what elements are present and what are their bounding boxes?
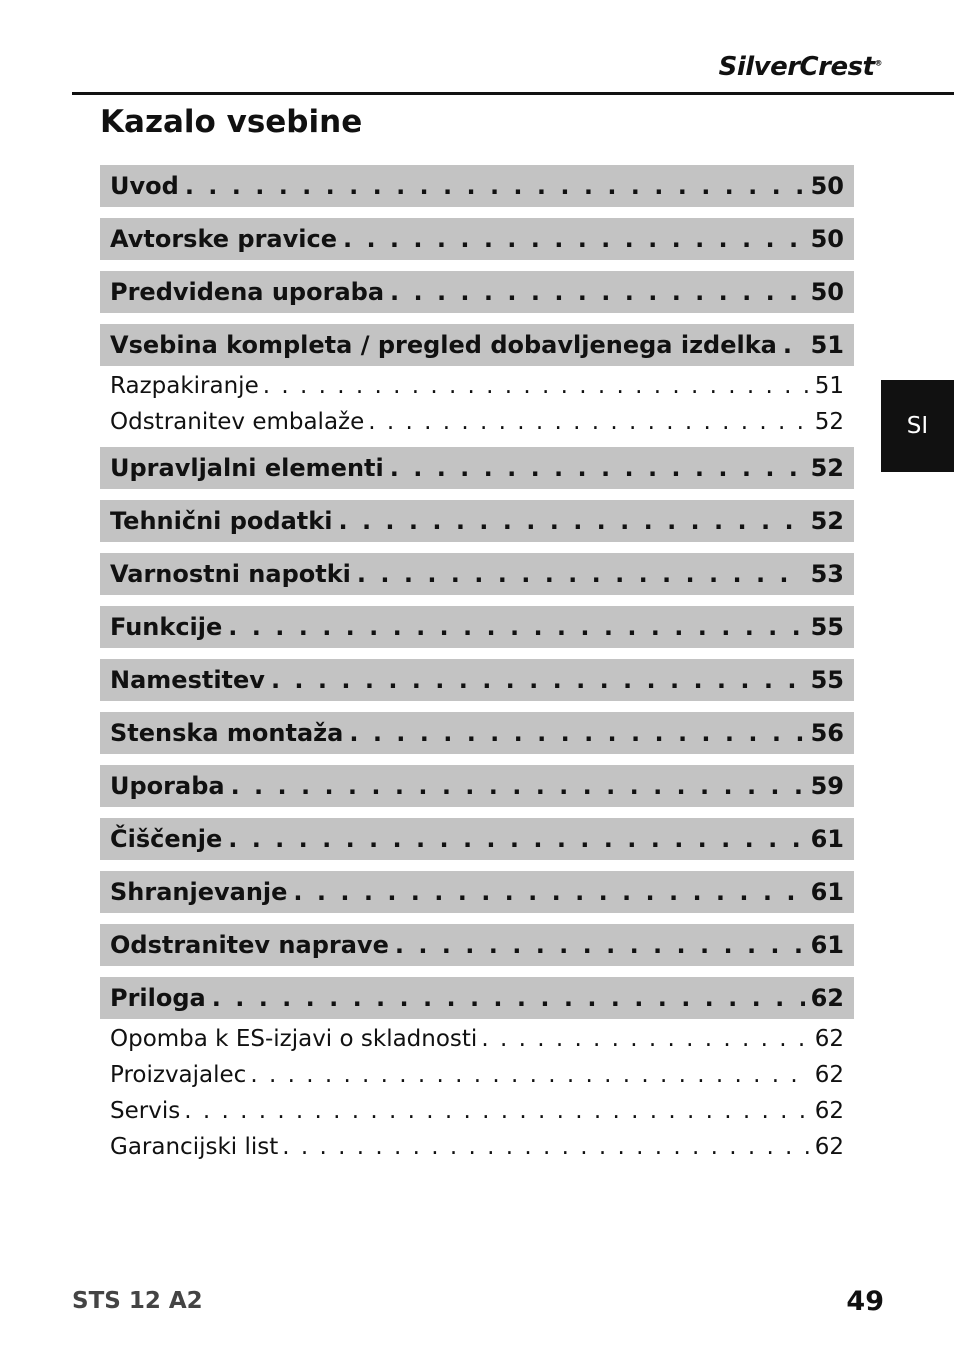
toc-subsection-list (100, 366, 854, 447)
toc-section-title: Odstranitev naprave (110, 931, 389, 959)
toc-section-title: Predvidena uporaba (110, 278, 385, 306)
brand-logo (719, 52, 882, 82)
toc-subsection-title: Odstranitev embalaže (110, 409, 365, 435)
toc-section-title: Vsebina kompleta / pregled dobavljenega izdelka (110, 331, 777, 359)
toc-section-title: Namestitev (110, 666, 265, 694)
toc-section-title: Funkcije (110, 613, 223, 641)
toc-section-title: Uporaba (110, 772, 225, 800)
toc-section-page: 51 (810, 331, 844, 359)
toc-leader-dots (343, 225, 805, 253)
toc-subsection-title: Garancijski list (110, 1134, 279, 1160)
toc-section[interactable] (100, 165, 854, 207)
toc-subsection[interactable] (110, 1057, 844, 1093)
toc-section-title: Uvod (110, 172, 179, 200)
toc-section-page: 61 (810, 931, 844, 959)
toc-section-page: 55 (810, 666, 844, 694)
toc-leader-dots (250, 1062, 810, 1088)
toc-section-title: Upravljalni elementi (110, 454, 384, 482)
toc-section-title: Priloga (110, 984, 206, 1012)
toc-section[interactable] (100, 659, 854, 701)
toc-subsection[interactable] (110, 404, 844, 440)
toc-section[interactable] (100, 765, 854, 807)
toc-subsection[interactable] (110, 368, 844, 404)
toc-section-page: 53 (810, 560, 844, 588)
table-of-contents (100, 165, 854, 1172)
toc-subsection-list (100, 1019, 854, 1172)
toc-section-title: Varnostni napotki (110, 560, 351, 588)
toc-leader-dots (390, 278, 805, 306)
toc-leader-dots (228, 825, 804, 853)
toc-subsection[interactable] (110, 1129, 844, 1165)
toc-subsection-title: Proizvajalec (110, 1062, 247, 1088)
toc-leader-dots (212, 984, 805, 1012)
toc-leader-dots (185, 172, 805, 200)
language-tab (881, 380, 954, 472)
toc-leader-dots (390, 454, 805, 482)
toc-section-page: 52 (810, 454, 844, 482)
toc-section[interactable] (100, 871, 854, 913)
toc-section-page: 62 (810, 984, 844, 1012)
toc-subsection-title: Razpakiranje (110, 373, 259, 399)
toc-subsection-page: 52 (814, 409, 844, 435)
footer-page-number: 49 (846, 1286, 884, 1317)
toc-section-page: 61 (810, 878, 844, 906)
toc-section[interactable] (100, 977, 854, 1019)
toc-section-page: 50 (810, 225, 844, 253)
toc-section-title: Tehnični podatki (110, 507, 333, 535)
header-rule (72, 92, 954, 95)
brand-name: SilverCrest (718, 52, 875, 82)
toc-section-page: 50 (810, 278, 844, 306)
toc-section[interactable] (100, 500, 854, 542)
toc-section-page: 52 (810, 507, 844, 535)
brand-registered-mark: ® (874, 58, 882, 68)
language-code: SI (906, 413, 929, 439)
toc-leader-dots (357, 560, 805, 588)
toc-section[interactable] (100, 218, 854, 260)
toc-section-page: 61 (810, 825, 844, 853)
toc-leader-dots (184, 1098, 811, 1124)
toc-section[interactable] (100, 324, 854, 366)
toc-section-title: Avtorske pravice (110, 225, 337, 253)
toc-leader-dots (368, 409, 810, 435)
toc-leader-dots (349, 719, 804, 747)
toc-leader-dots (338, 507, 804, 535)
toc-leader-dots (395, 931, 805, 959)
toc-section-page: 56 (810, 719, 844, 747)
toc-leader-dots (228, 613, 804, 641)
toc-leader-dots (271, 666, 805, 694)
toc-section[interactable] (100, 553, 854, 595)
toc-section[interactable] (100, 447, 854, 489)
toc-leader-dots (231, 772, 805, 800)
toc-section-page: 55 (810, 613, 844, 641)
toc-section-page: 50 (810, 172, 844, 200)
toc-section[interactable] (100, 271, 854, 313)
toc-subsection-page: 62 (814, 1098, 844, 1124)
toc-section-page: 59 (810, 772, 844, 800)
toc-subsection-page: 62 (814, 1026, 844, 1052)
toc-section-title: Stenska montaža (110, 719, 344, 747)
toc-section-title: Čiščenje (110, 825, 223, 853)
toc-leader-dots (263, 373, 811, 399)
toc-subsection[interactable] (110, 1021, 844, 1057)
footer-model: STS 12 A2 (72, 1288, 203, 1314)
toc-leader-dots (481, 1026, 810, 1052)
toc-section[interactable] (100, 712, 854, 754)
toc-subsection-title: Servis (110, 1098, 181, 1124)
toc-section[interactable] (100, 606, 854, 648)
toc-subsection-page: 62 (814, 1062, 844, 1088)
page-title: Kazalo vsebine (100, 104, 363, 140)
toc-section-title: Shranjevanje (110, 878, 288, 906)
toc-subsection[interactable] (110, 1093, 844, 1129)
toc-subsection-title: Opomba k ES-izjavi o skladnosti (110, 1026, 478, 1052)
toc-section[interactable] (100, 818, 854, 860)
toc-leader-dots (282, 1134, 810, 1160)
toc-subsection-page: 62 (814, 1134, 844, 1160)
toc-leader-dots (293, 878, 804, 906)
toc-leader-dots (783, 331, 805, 359)
toc-subsection-page: 51 (814, 373, 844, 399)
toc-section[interactable] (100, 924, 854, 966)
